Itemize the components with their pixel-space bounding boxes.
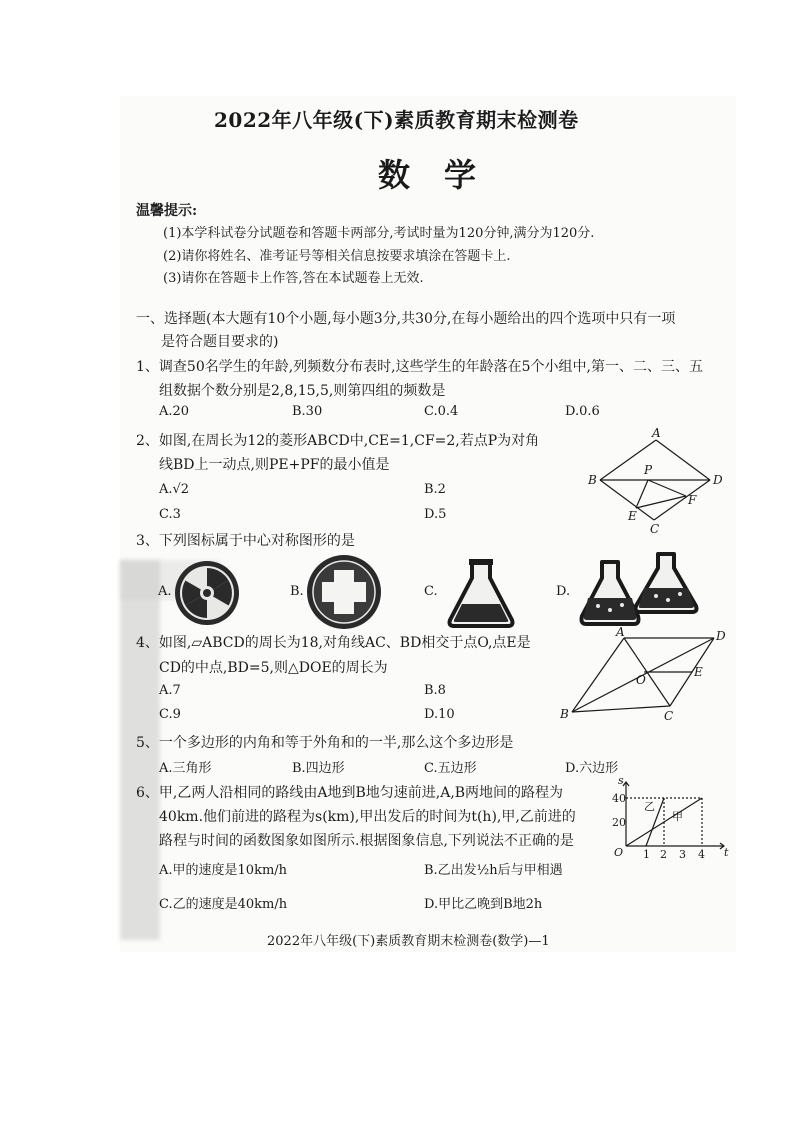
label-b: B — [560, 707, 569, 721]
option-c: C.9 — [159, 707, 181, 722]
label-a: A — [652, 426, 661, 440]
option-a: A.20 — [159, 404, 190, 419]
x-tick-4: 4 — [698, 848, 705, 860]
radiation-icon — [172, 558, 242, 628]
option-c: C.3 — [159, 507, 181, 522]
question-4-line: 4、如图,▱ABCD的周长为18,对角线AC、BD相交于点O,点E是 — [136, 635, 531, 651]
series-jia-label: 甲 — [672, 810, 683, 823]
option-c: C.乙的速度是40km/h — [159, 897, 288, 912]
label-o: O — [636, 673, 646, 687]
option-d: D.5 — [424, 507, 447, 522]
option-b: B.30 — [292, 404, 323, 419]
option-b: B.乙出发½h后与甲相遇 — [424, 863, 563, 878]
option-b: B. — [290, 584, 304, 599]
question-4-line: CD的中点,BD=5,则△DOE的周长为 — [159, 660, 388, 676]
rhombus-figure — [586, 424, 726, 536]
label-c: C — [664, 709, 674, 722]
option-c: C. — [424, 584, 438, 599]
label-b: B — [588, 473, 597, 487]
question-1-line: 1、调查50名学生的年龄,列频数分布表时,这些学生的年龄落在5个小组中,第一、二、三、五 — [136, 359, 703, 375]
x-tick-2: 2 — [660, 848, 667, 860]
origin-label: O — [614, 846, 624, 859]
question-5-line: 5、一个多边形的内角和等于外角和的一半,那么这个多边形是 — [136, 735, 514, 751]
question-6-line: 40km.他们前进的路程为s(km),甲出发后的时间为t(h),甲,乙前进的 — [159, 809, 576, 825]
label-p: P — [644, 463, 653, 477]
tip-item: (2)请你将姓名、准考证号等相关信息按要求填涂在答题卡上. — [163, 249, 511, 264]
label-a: A — [616, 626, 625, 639]
option-b: B.8 — [424, 683, 446, 698]
question-6-line: 路程与时间的函数图象如图所示.根据图象信息,下列说法不正确的是 — [159, 833, 574, 849]
axis-s: s — [618, 776, 624, 787]
option-d: D. — [556, 584, 571, 599]
section-heading: 一、选择题(本大题有10个小题,每小题3分,共30分,在每小题给出的四个选项中只有一项 — [136, 311, 676, 327]
y-tick-20: 20 — [612, 816, 626, 829]
x-tick-3: 3 — [679, 848, 686, 860]
option-a: A.√2 — [159, 482, 190, 497]
option-b: B.2 — [424, 482, 446, 497]
y-tick-40: 40 — [612, 792, 626, 805]
exam-title: 2022年八年级(下)素质教育期末检测卷 — [214, 108, 579, 132]
question-2-line: 2、如图,在周长为12的菱形ABCD中,CE=1,CF=2,若点P为对角 — [136, 433, 540, 449]
axis-t: t — [724, 846, 729, 859]
option-d: D.甲比乙晚到B地2h — [424, 897, 543, 912]
label-e: E — [628, 509, 637, 523]
tip-item: (3)请你在答题卡上作答,答在本试题卷上无效. — [163, 271, 424, 286]
label-c: C — [650, 522, 660, 536]
distance-time-graph — [612, 776, 730, 860]
option-c: C.五边形 — [424, 761, 477, 776]
label-e: E — [694, 665, 703, 679]
parallelogram-figure — [560, 626, 730, 722]
option-b: B.四边形 — [292, 761, 345, 776]
question-3-line: 3、下列图标属于中心对称图形的是 — [136, 533, 355, 549]
option-a: A.7 — [159, 683, 181, 698]
option-d: D.六边形 — [565, 761, 619, 776]
option-a: A.三角形 — [159, 761, 212, 776]
label-f: F — [688, 493, 697, 507]
option-c: C.0.4 — [424, 404, 459, 419]
tips-heading: 温馨提示: — [136, 203, 198, 219]
subject-title: 数学 — [378, 156, 511, 194]
section-heading-cont: 是符合题目要求的) — [161, 334, 279, 350]
page-footer: 2022年八年级(下)素质教育期末检测卷(数学)—1 — [267, 934, 550, 949]
question-6-line: 6、甲,乙两人沿相同的路线由A地到B地匀速前进,A,B两地间的路程为 — [136, 785, 564, 801]
label-d: D — [716, 629, 726, 643]
question-1-line: 组数据个数分别是2,8,15,5,则第四组的频数是 — [159, 383, 446, 399]
option-a: A. — [158, 584, 172, 599]
double-flask-icon — [572, 550, 712, 632]
tip-item: (1)本学科试卷分试题卷和答题卡两部分,考试时量为120分钟,满分为120分. — [163, 226, 595, 241]
option-a: A.甲的速度是10km/h — [159, 863, 288, 878]
flask-icon — [444, 556, 518, 630]
label-d: D — [713, 473, 723, 487]
medical-cross-icon — [304, 552, 384, 632]
question-2-line: 线BD上一动点,则PE+PF的最小值是 — [159, 457, 390, 473]
series-yi-label: 乙 — [644, 800, 655, 813]
option-d: D.10 — [424, 707, 455, 722]
x-tick-1: 1 — [643, 848, 650, 860]
option-d: D.0.6 — [565, 404, 600, 419]
